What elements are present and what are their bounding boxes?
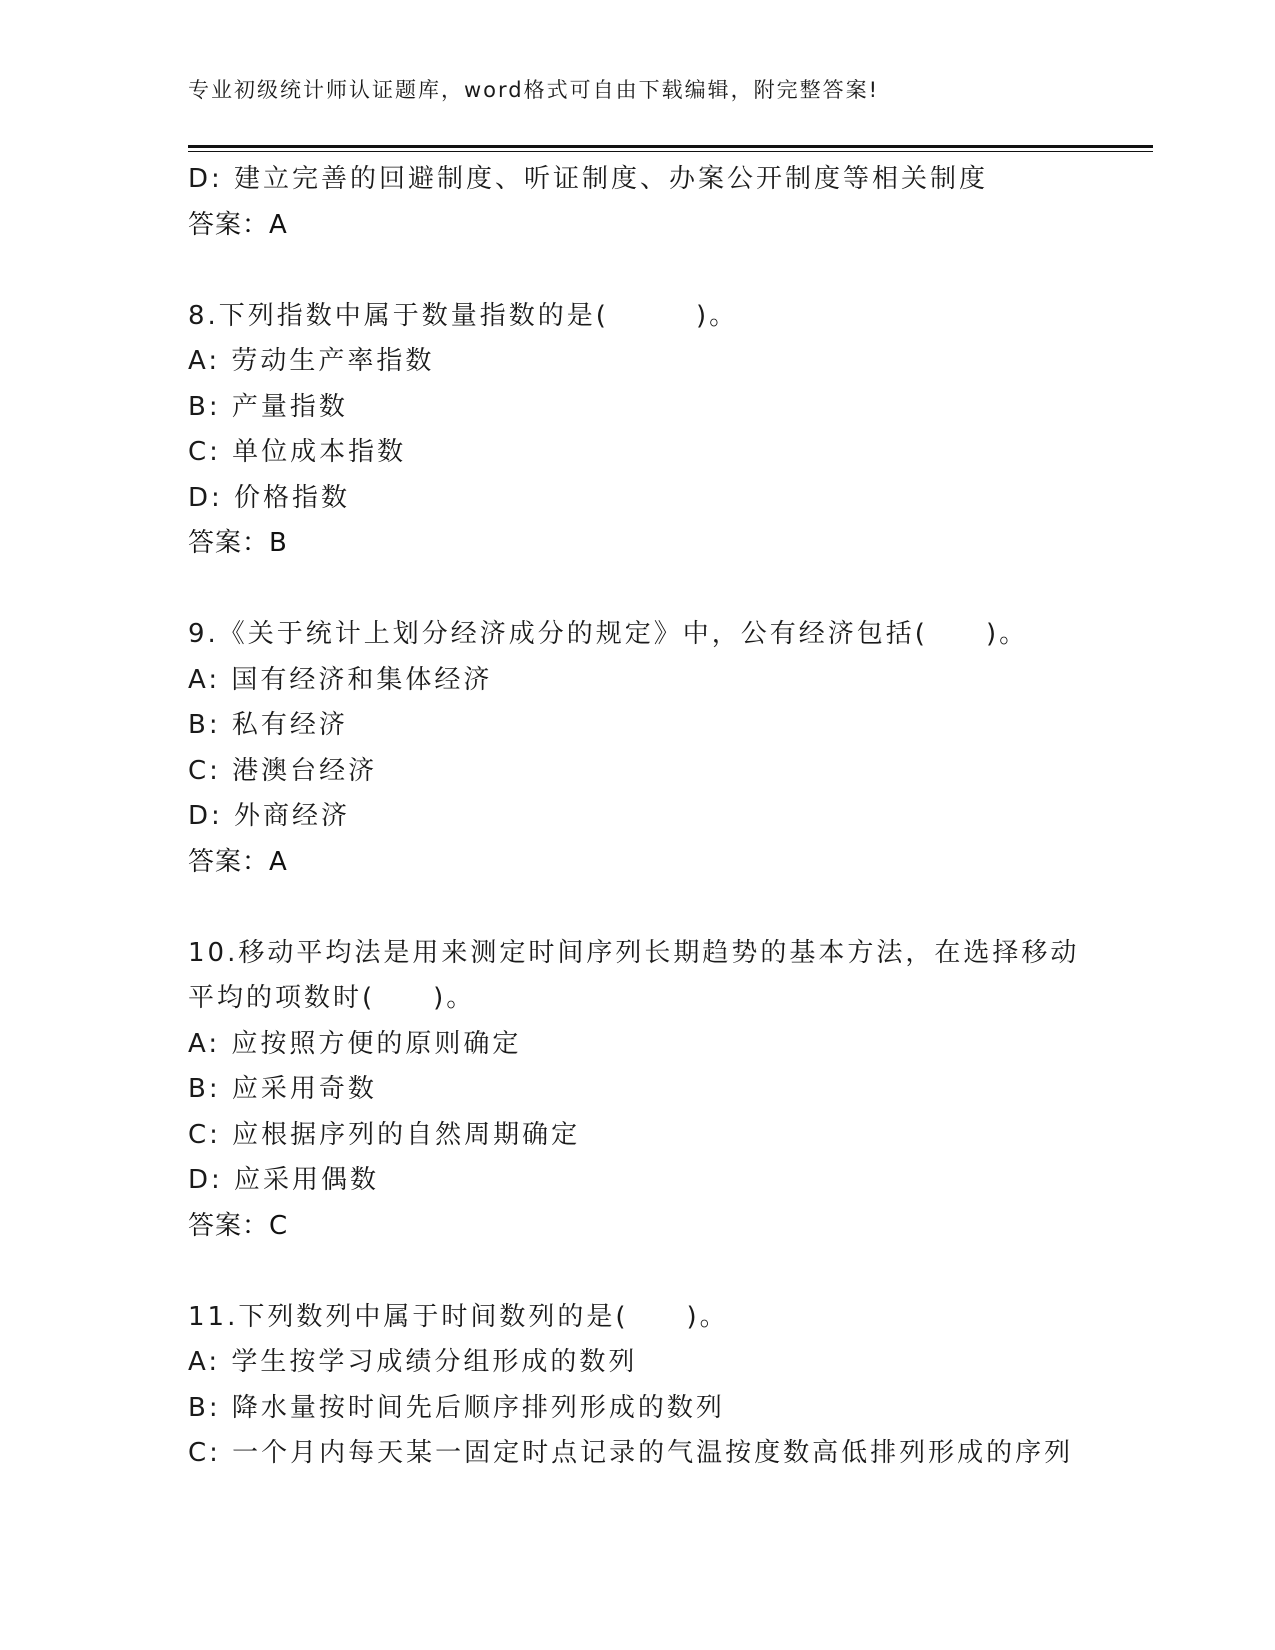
option-c: C: 应根据序列的自然周期确定 xyxy=(188,1119,581,1150)
question-stem: 8.下列指数中属于数量指数的是( )。 xyxy=(188,300,739,331)
question-content xyxy=(188,157,1108,1477)
option-a: A: 劳动生产率指数 xyxy=(188,346,435,376)
spacer xyxy=(188,248,1108,294)
option-c: C: 港澳台经济 xyxy=(188,755,378,786)
prev-option-d: D: 建立完善的回避制度、听证制度、办案公开制度等相关制度 xyxy=(188,164,989,194)
option-d: D: 应采用偶数 xyxy=(188,1165,380,1195)
option-d: D: 外商经济 xyxy=(188,801,351,831)
option-c: C: 单位成本指数 xyxy=(188,437,407,467)
spacer xyxy=(188,567,1108,613)
option-a: A: 国有经济和集体经济 xyxy=(188,664,493,695)
prev-answer: 答案：A xyxy=(188,209,288,240)
option-b: B: 应采用奇数 xyxy=(188,1074,377,1104)
option-b: B: 产量指数 xyxy=(188,391,348,422)
header-divider-thick xyxy=(188,145,1153,148)
question-stem: 11.下列数列中属于时间数列的是( )。 xyxy=(188,1301,729,1332)
option-a: A: 应按照方便的原则确定 xyxy=(188,1028,522,1059)
option-d: D: 价格指数 xyxy=(188,482,351,513)
option-b: B: 降水量按时间先后顺序排列形成的数列 xyxy=(188,1392,725,1423)
question-9 xyxy=(188,612,1108,885)
question-stem-line-1: 10.移动平均法是用来测定时间序列长期趋势的基本方法，在选择移动 xyxy=(188,937,1080,968)
question-11 xyxy=(188,1295,1108,1477)
spacer xyxy=(188,1249,1108,1295)
page-header: 专业初级统计师认证题库，word格式可自由下载编辑，附完整答案! xyxy=(188,78,880,102)
option-a: A: 学生按学习成绩分组形成的数列 xyxy=(188,1347,638,1377)
answer: 答案：C xyxy=(188,1210,289,1241)
answer: 答案：B xyxy=(188,528,288,558)
question-stem: 9.《关于统计上划分经济成分的规定》中，公有经济包括( )。 xyxy=(188,619,1029,649)
question-10 xyxy=(188,931,1108,1250)
question-8 xyxy=(188,294,1108,567)
answer: 答案：A xyxy=(188,846,288,877)
spacer xyxy=(188,885,1108,931)
header-divider-thin xyxy=(188,151,1153,152)
question-stem-line-2: 平均的项数时( )。 xyxy=(188,983,476,1013)
option-b: B: 私有经济 xyxy=(188,710,348,740)
option-c: C: 一个月内每天某一固定时点记录的气温按度数高低排列形成的序列 xyxy=(188,1438,1074,1468)
